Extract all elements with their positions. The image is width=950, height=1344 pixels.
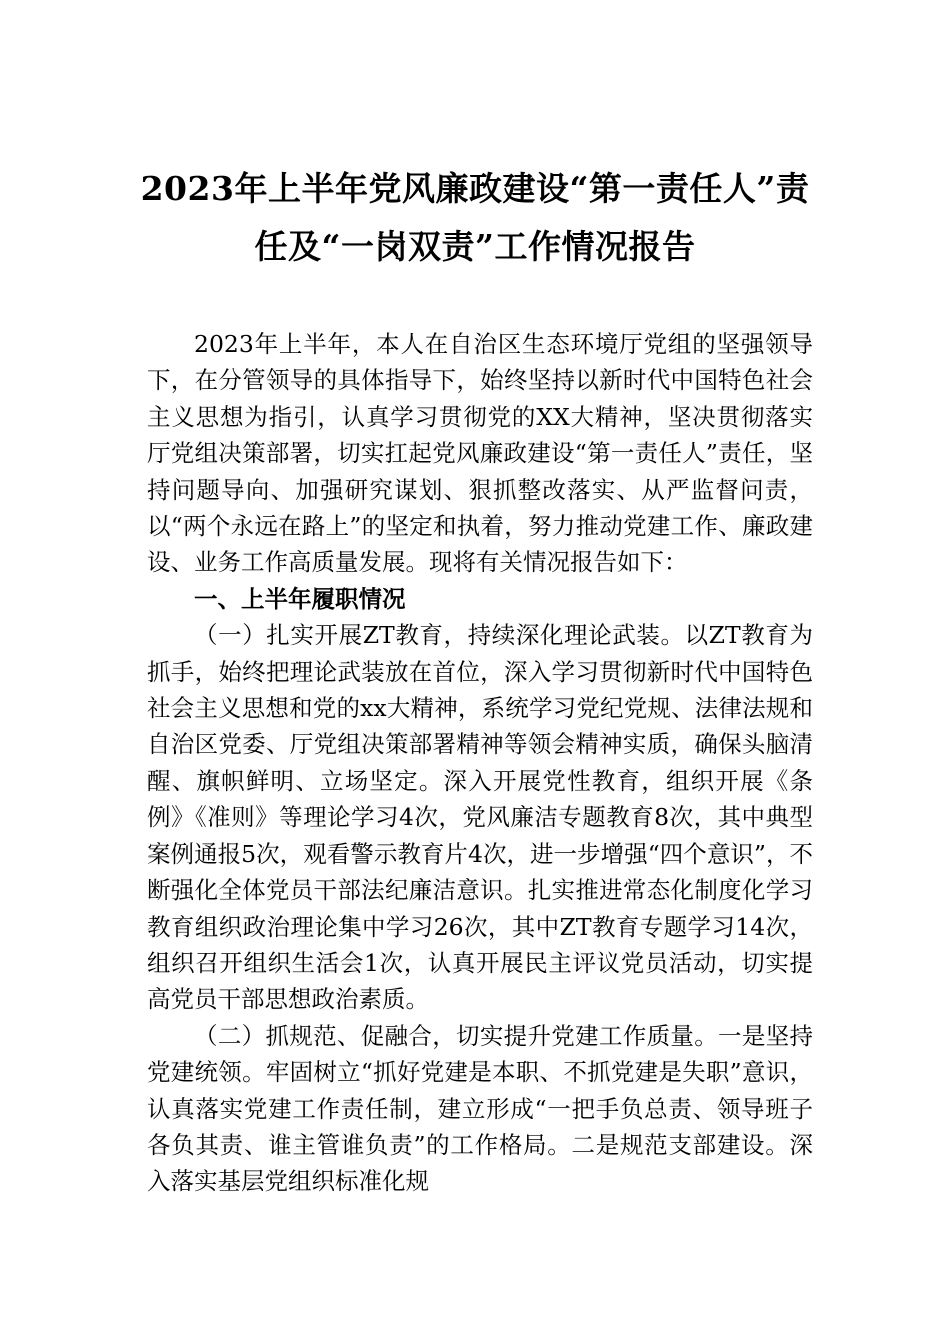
document-body <box>147 326 813 1200</box>
intro-paragraph: 2023年上半年，本人在自治区生态环境厅党组的坚强领导下，在分管领导的具体指导下，始终坚持以新时代中国特色社会主义思想为指引，认真学习贯彻党的XX大精神，坚决贯彻落实厅党组决策部署，切实扛起党风廉政建设“第一责任人”责任，坚持问题导向、加强研究谋划、狠抓整改落实、从严监督问责，以“两个永远在路上”的坚定和执着，努力推动党建工作、廉政建设、业务工作高质量发展。现将有关情况报告如下： <box>147 330 813 577</box>
section-heading-1: 一、上半年履职情况 <box>194 584 406 613</box>
paragraph-1: （一）扎实开展ZT教育，持续深化理论武装。以ZT教育为抓手，始终把理论武装放在首位，深入学习贯彻新时代中国特色社会主义思想和党的xx大精神，系统学习党纪党规、法律法规和自治区党委、厅党组决策部署精神等领会精神实质，确保头脑清醒、旗帜鲜明、立场坚定。深入开展党性教育，组织开展《条例》《准则》等理论学习4次，党风廉洁专题教育8次，其中典型案例通报5次，观看警示教育片4次，进一步增强“四个意识”，不断强化全体党员干部法纪廉洁意识。扎实推进常态化制度化学习教育组织政治理论集中学习26次，其中ZT教育专题学习14次，组织召开组织生活会1次，认真开展民主评议党员活动，切实提高党员干部思想政治素质。 <box>147 621 813 1014</box>
paragraph-2: （二）抓规范、促融合，切实提升党建工作质量。一是坚持党建统领。牢固树立“抓好党建是本职、不抓党建是失职”意识，认真落实党建工作责任制，建立形成“一把手负总责、领导班子各负其责、谁主管谁负责”的工作格局。二是规范支部建设。深入落实基层党组织标准化规 <box>147 1021 813 1196</box>
document-title: 2023年上半年党风廉政建设“第一责任人”责任及“一岗双责”工作情况报告 <box>140 169 810 266</box>
